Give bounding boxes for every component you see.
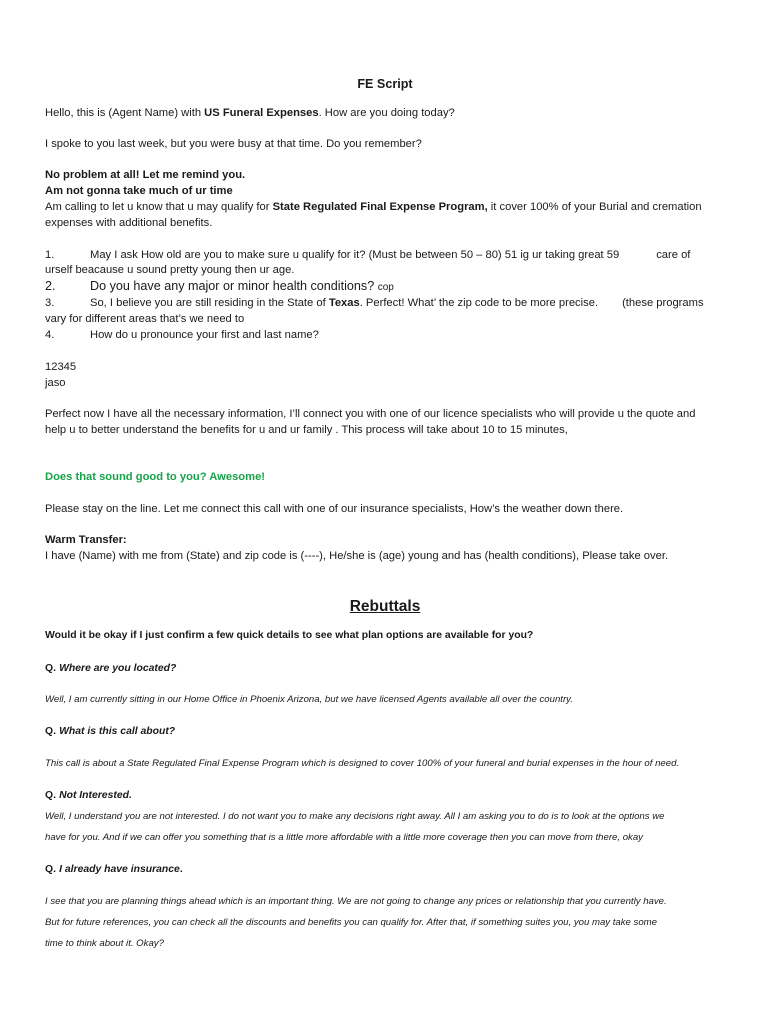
- q-prefix: Q.: [45, 726, 56, 737]
- question-text: How do u pronounce your first and last name?: [90, 329, 319, 341]
- program-name: State Regulated Final Expense Program,: [272, 201, 488, 213]
- connect-line-2: help u to better understand the benefits for u and ur family . This process will take about 10 to 15 minutes,: [45, 424, 568, 436]
- note-zip: 12345: [45, 361, 77, 373]
- question-2: [45, 279, 394, 295]
- warm-transfer-heading: Warm Transfer:: [45, 534, 127, 546]
- rebuttal-question-1: [45, 661, 176, 676]
- question-1: [45, 248, 690, 262]
- remind-line-1: No problem at all! Let me remind you.: [45, 169, 246, 181]
- warm-transfer-text: I have (Name) with me from (State) and zip code is (----), He/she is (age) young and has (health conditions), Please take over.: [45, 550, 669, 562]
- stay-on-line: Please stay on the line. Let me connect this call with one of our insurance specialists, How’s the weather down there.: [45, 503, 624, 515]
- qualify-line-2: expenses with additional benefits.: [45, 217, 213, 229]
- question-tail: (these programs: [622, 297, 704, 309]
- rebuttal-answer-2: This call is about a State Regulated Final Expense Program which is designed to cover 100% of your funeral and burial expenses in the hour of need.: [45, 758, 680, 769]
- question-number: 3.: [45, 297, 55, 309]
- question-note: cop: [377, 282, 394, 293]
- rebuttals-title: Rebuttals: [349, 598, 421, 615]
- connect-line-1: Perfect now I have all the necessary information, I’ll connect you with one of our licence specialists who will provide u the quote and: [45, 408, 696, 420]
- question-number: 2.: [45, 279, 56, 293]
- qualify-pre: Am calling to let u know that u may qualify for: [45, 201, 273, 213]
- q-prefix: Q.: [45, 790, 56, 801]
- page-title: FE Script: [357, 77, 413, 91]
- rebuttal-answer-1: Well, I am currently sitting in our Home Office in Phoenix Arizona, but we have licensed Agents available all over the country.: [45, 694, 573, 705]
- question-text: May I ask How old are you to make sure u qualify for it? (Must be between 50 – 80) 51 ig ur taking great 59: [90, 249, 620, 261]
- callback-line: I spoke to you last week, but you were busy at that time. Do you remember?: [45, 138, 422, 150]
- question-3-cont: vary for different areas that’s we need to: [45, 313, 245, 325]
- q-text: Not Interested.: [59, 790, 132, 801]
- greeting-post: . How are you doing today?: [318, 107, 455, 119]
- sound-good-line: Does that sound good to you? Awesome!: [45, 471, 266, 483]
- question-4: [45, 328, 319, 342]
- q-text: Where are you located?: [59, 663, 177, 674]
- question-3: [45, 296, 704, 310]
- greeting-pre: Hello, this is (Agent Name) with: [45, 107, 205, 119]
- q-suffix: .: [179, 864, 183, 875]
- rebuttal-answer-4-line-3: time to think about it. Okay?: [45, 938, 164, 949]
- question-tail: care of: [656, 249, 691, 261]
- greeting-line: [45, 106, 455, 120]
- note-name: jaso: [45, 377, 66, 389]
- q-prefix: Q.: [45, 864, 56, 875]
- qualify-line-1: [45, 200, 702, 214]
- rebuttal-answer-4-line-1: I see that you are planning things ahead which is an important thing. We are not going to change any prices or relationship that you currently have.: [45, 896, 667, 907]
- rebuttal-answer-3-line-2: have for you. And if we can offer you something that is a little more affordable with a little more coverage then you can move from there, okay: [45, 832, 643, 843]
- rebuttal-question-2: [45, 724, 175, 739]
- q-text: I already have insurance: [59, 864, 180, 875]
- question-number: 4.: [45, 329, 55, 341]
- question-1-cont: urself beacause u sound pretty young then ur age.: [45, 264, 295, 276]
- q-prefix: Q.: [45, 663, 56, 674]
- rebuttal-question-4: [45, 862, 183, 877]
- state-name: Texas: [328, 297, 360, 309]
- qualify-post: it cover 100% of your Burial and cremation: [487, 201, 702, 213]
- question-pre: So, I believe you are still residing in the State of: [90, 297, 329, 309]
- remind-line-2: Am not gonna take much of ur time: [45, 185, 233, 197]
- question-text: Do you have any major or minor health conditions?: [90, 279, 375, 293]
- rebuttals-intro: Would it be okay if I just confirm a few quick details to see what plan options are available for you?: [45, 630, 534, 641]
- rebuttal-question-3: [45, 788, 132, 803]
- rebuttal-answer-3-line-1: Well, I understand you are not interested. I do not want you to make any decisions right away. All I am asking you to do is to look at the options we: [45, 811, 665, 822]
- question-post: . Perfect! What’ the zip code to be more precise.: [359, 297, 599, 309]
- question-number: 1.: [45, 249, 55, 261]
- rebuttal-answer-4-line-2: But for future references, you can check all the discounts and benefits you can qualify for. After that, if something suites you, you may take some: [45, 917, 658, 928]
- q-text: What is this call about?: [59, 726, 176, 737]
- company-name: US Funeral Expenses: [204, 107, 319, 119]
